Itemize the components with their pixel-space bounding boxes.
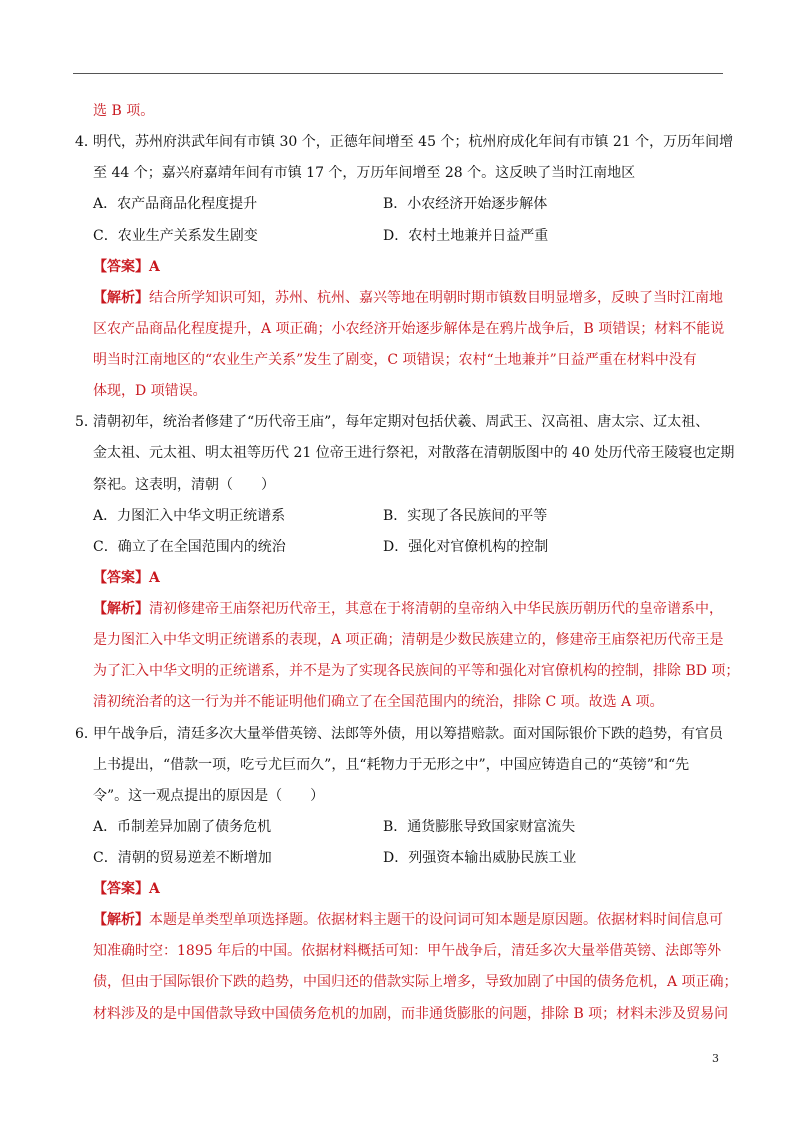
question-4-answer: 【答案】A	[93, 259, 160, 275]
question-4-analysis-label: 【解析】	[93, 290, 149, 306]
question-4-analysis-line-1: 【解析】结合所学知识可知，苏州、杭州、嘉兴等地在明朝时期市镇数目明显增多，反映了当时江南地	[93, 290, 723, 306]
question-6-option-d: D．列强资本输出威胁民族工业	[383, 850, 577, 866]
question-5-stem-line-2: 金太祖、元太祖、明太祖等历代 21 位帝王进行祭祀，对散落在清朝版图中的 40 处历代帝王陵寝也定期	[93, 445, 735, 461]
question-6-answer: 【答案】A	[93, 881, 160, 897]
question-5-option-a: A．力图汇入中华文明正统谱系	[93, 508, 286, 524]
question-5-number: 5．	[75, 414, 98, 430]
question-4-option-c: C．农业生产关系发生剧变	[93, 228, 258, 244]
question-6-analysis-line-2: 知准确时空：1895 年后的中国。依据材料概括可知：甲午战争后，清廷多次大量举借英镑、法郎等外	[93, 943, 722, 959]
question-4-option-a: A．农产品商品化程度提升	[93, 196, 258, 212]
question-5-analysis-line-1: 【解析】清初修建帝王庙祭祀历代帝王，其意在于将清朝的皇帝纳入中华民族历朝历代的皇帝谱系中，	[93, 601, 723, 617]
question-6-analysis-line-4: 材料涉及的是中国借款导致中国债务危机的加剧，而非通货膨胀的问题，排除 B 项；材料未涉及贸易问	[93, 1006, 729, 1022]
header-rule	[73, 73, 723, 74]
page-number: 3	[712, 1052, 719, 1065]
question-5-stem-line-1: 5．清朝初年，统治者修建了“历代帝王庙”，每年定期对包括伏羲、周武王、汉高祖、唐太宗、辽太祖、	[75, 414, 710, 430]
question-4-stem-line-2: 至 44 个；嘉兴府嘉靖年间有市镇 17 个，万历年间增至 28 个。这反映了当时江南地区	[93, 165, 636, 181]
question-6-number: 6．	[75, 726, 98, 742]
question-5-analysis-line-2: 是力图汇入中华文明正统谱系的表现，A 项正确；清朝是少数民族建立的，修建帝王庙祭祀历代帝王是	[93, 632, 724, 648]
question-5-analysis-line-4: 清初统治者的这一行为并不能证明他们确立了在全国范围内的统治，排除 C 项。故选 A 项。	[93, 694, 664, 710]
question-4-analysis-line-3: 明当时江南地区的“农业生产关系”发生了剧变，C 项错误；农村“土地兼并”日益严重在材料中没有	[93, 352, 697, 368]
question-5-option-b: B．实现了各民族间的平等	[383, 508, 548, 524]
question-6-option-a: A．币制差异加剧了债务危机	[93, 819, 272, 835]
prev-analysis-tail: 选 B 项。	[93, 103, 155, 119]
question-4-stem-line-1: 4．明代，苏州府洪武年间有市镇 30 个，正德年间增至 45 个；杭州府成化年间有市镇 21 个，万历年间增	[75, 134, 734, 150]
question-5-stem-line-3: 祭祀。这表明，清朝（ ）	[93, 477, 275, 493]
question-6-stem-line-3: 令”。这一观点提出的原因是（ ）	[93, 788, 325, 804]
question-4-analysis-line-4: 体现，D 项错误。	[93, 383, 207, 399]
question-5-option-c: C．确立了在全国范围内的统治	[93, 539, 286, 555]
question-5-analysis-line-3: 为了汇入中华文明的正统谱系，并不是为了实现各民族间的平等和强化对官僚机构的控制，排除 BD 项；	[93, 663, 740, 679]
question-6-analysis-line-1: 【解析】本题是单类型单项选择题。依据材料主题干的设问词可知本题是原因题。依据材料时间信息可	[93, 912, 723, 928]
question-6-option-b: B．通货膨胀导致国家财富流失	[383, 819, 576, 835]
question-5-option-d: D．强化对官僚机构的控制	[383, 539, 549, 555]
question-4-analysis-line-2: 区农产品商品化程度提升，A 项正确；小农经济开始逐步解体是在鸦片战争后，B 项错误；材料不能说	[93, 321, 725, 337]
question-6-stem-line-1: 6．甲午战争后，清廷多次大量举借英镑、法郎等外债，用以筹措赔款。面对国际银价下跌的趋势，有官员	[75, 726, 723, 742]
question-5-analysis-label: 【解析】	[93, 601, 149, 617]
question-4-option-d: D．农村土地兼并日益严重	[383, 228, 549, 244]
question-6-analysis-line-3: 债，但由于国际银价下跌的趋势，中国归还的借款实际上增多，导致加剧了中国的债务危机，A 项正确；	[93, 974, 738, 990]
question-4-number: 4．	[75, 134, 98, 150]
question-5-answer: 【答案】A	[93, 570, 160, 586]
question-6-option-c: C．清朝的贸易逆差不断增加	[93, 850, 272, 866]
question-4-option-b: B．小农经济开始逐步解体	[383, 196, 548, 212]
question-6-stem-line-2: 上书提出，“借款一项，吃亏尤巨而久”，且“耗物力于无形之中”，中国应铸造自己的“英镑”和“先	[93, 757, 690, 773]
question-6-analysis-label: 【解析】	[93, 912, 149, 928]
